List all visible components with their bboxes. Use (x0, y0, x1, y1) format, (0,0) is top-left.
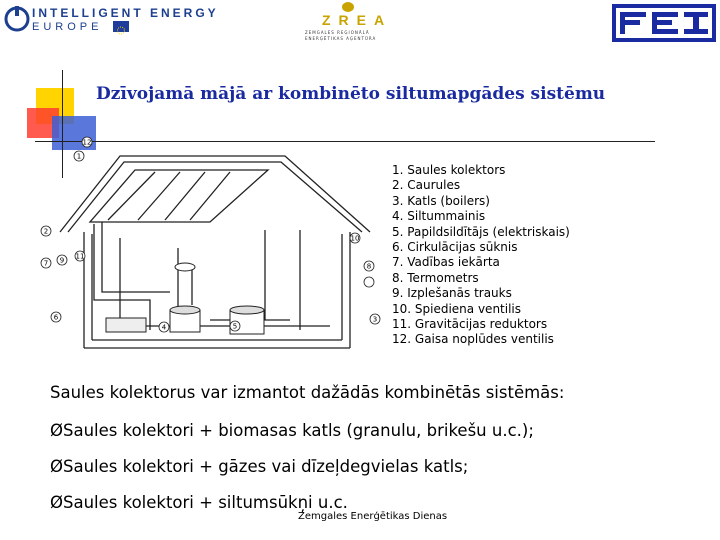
legend-item: 10. Spiediena ventilis (392, 301, 522, 316)
marker-4: 4 (161, 323, 167, 332)
legend-item: 11. Gravitācijas reduktors (392, 317, 548, 332)
slide-title: Dzīvojamā mājā ar kombinēto siltumapgādes sistēmu (96, 84, 606, 104)
legend-item: 4. Siltummainis (392, 209, 486, 224)
bullet-item: ØSaules kolektori + gāzes vai dīzeļdegvielas katls; (50, 457, 469, 476)
marker-1: 1 (76, 152, 82, 161)
zrea-subtitle-1: ZEMGALES REĢIONĀLĀ (305, 30, 370, 35)
eu-flag-icon (113, 21, 129, 32)
legend-item: 12. Gaisa noplūdes ventilis (392, 332, 554, 347)
fei-logo-icon (612, 4, 716, 42)
ie-logo-icon (4, 4, 30, 34)
legend-item: 7. Vadības iekārta (392, 255, 500, 270)
marker-8: 8 (366, 262, 372, 271)
legend-item: 8. Termometrs (392, 270, 479, 285)
legend-item: 5. Papildsildītājs (elektriskais) (392, 224, 570, 239)
marker-10: 10 (350, 234, 360, 243)
zrea-logo-icon (336, 0, 360, 12)
marker-7: 7 (43, 259, 49, 268)
ie-logo-line1: INTELLIGENT ENERGY (32, 6, 219, 20)
zrea-subtitle-2: ENERĢĒTIKAS AĢENTŪRA (305, 36, 377, 41)
marker-2: 2 (43, 227, 49, 236)
legend-item: 1. Saules kolektors (392, 163, 506, 177)
bullet-item: ØSaules kolektori + biomasas katls (granulu, brikešu u.c.); (50, 421, 534, 440)
marker-11: 11 (75, 252, 85, 261)
legend-item: 3. Katls (boilers) (392, 193, 490, 208)
marker-3: 3 (372, 315, 378, 324)
intro-text: Saules kolektorus var izmantot dažādās kombinētās sistēmās: (50, 383, 565, 402)
legend-item: 2. Caurules (392, 178, 461, 193)
marker-9: 9 (59, 256, 65, 265)
footer-text: Zemgales Enerģētikas Dienas (298, 511, 448, 522)
marker-12: 12 (82, 138, 92, 147)
house-heating-diagram (30, 130, 390, 360)
marker-6: 6 (53, 313, 59, 322)
component-legend (392, 163, 570, 348)
bullet-item: ØSaules kolektori + siltumsūkņi u.c. (50, 493, 348, 512)
legend-item: 6. Cirkulācijas sūknis (392, 240, 518, 255)
legend-item: 9. Izplešanās trauks (392, 286, 512, 301)
zrea-logo: ZREA (322, 12, 393, 28)
marker-5: 5 (232, 322, 238, 331)
ie-logo-line2: EUROPE (32, 21, 103, 33)
